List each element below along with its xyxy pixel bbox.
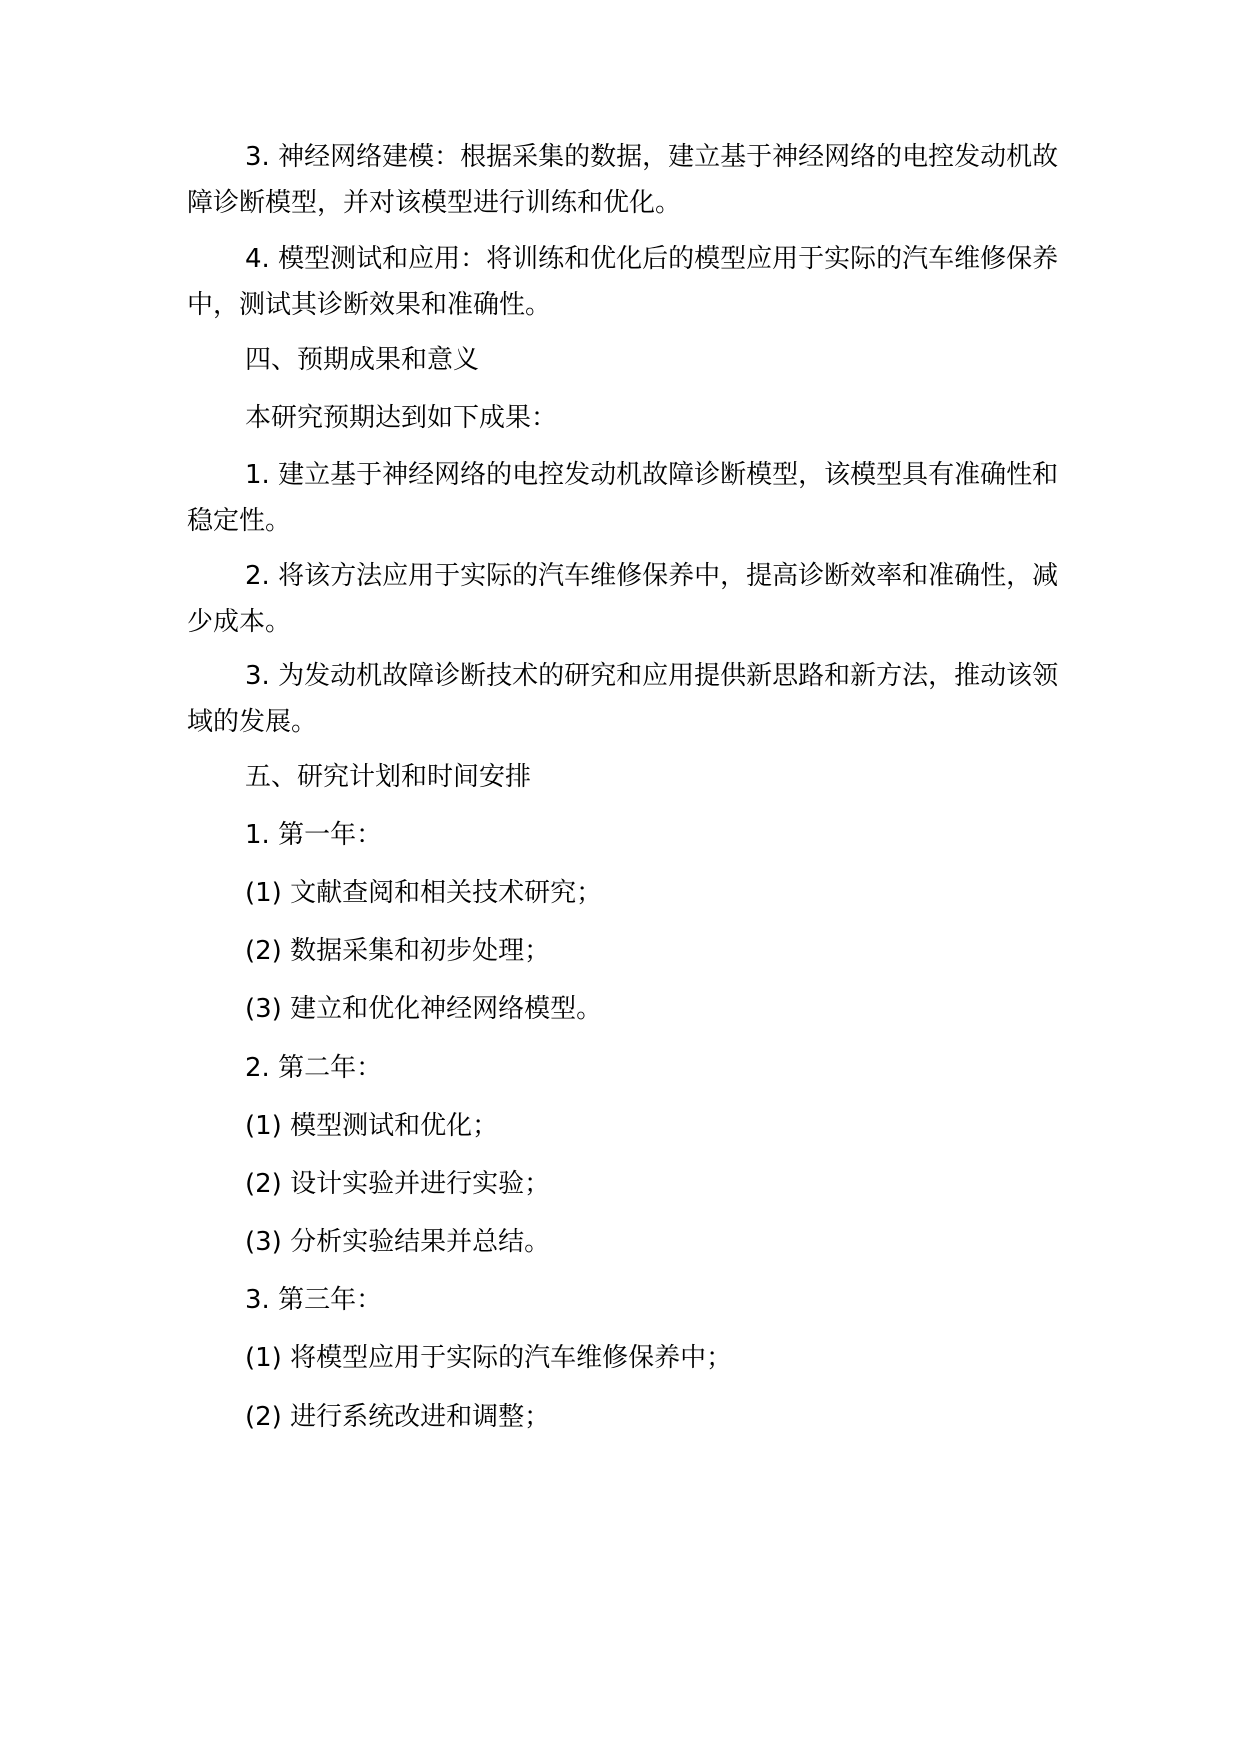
list-item-year-3-task-1: (1) 将模型应用于实际的汽车维修保养中；: [245, 1343, 733, 1373]
list-item-year-2-task-3: (3) 分析实验结果并总结。: [245, 1227, 551, 1257]
section-heading-research-plan: 五、研究计划和时间安排: [245, 762, 532, 792]
paragraph-results-intro: 本研究预期达到如下成果：: [245, 403, 558, 433]
paragraph-result-2: 2. 将该方法应用于实际的汽车维修保养中，提高诊断效率和准确性，减少成本。: [187, 561, 1059, 637]
list-item-year-3-task-2: (2) 进行系统改进和调整；: [245, 1402, 551, 1432]
list-item-year-1-task-2: (2) 数据采集和初步处理；: [245, 936, 551, 966]
list-item-year-1: 1. 第一年：: [245, 820, 383, 850]
list-item-year-1-task-1: (1) 文献查阅和相关技术研究；: [245, 878, 603, 908]
paragraph-neural-network-modeling: 3. 神经网络建模：根据采集的数据，建立基于神经网络的电控发动机故障诊断模型，并对该模型进行训练和优化。: [187, 142, 1059, 218]
list-item-year-1-task-3: (3) 建立和优化神经网络模型。: [245, 994, 603, 1024]
section-heading-expected-results: 四、预期成果和意义: [245, 345, 480, 375]
list-item-year-2-task-1: (1) 模型测试和优化；: [245, 1111, 499, 1141]
list-item-year-3: 3. 第三年：: [245, 1285, 383, 1315]
paragraph-model-testing: 4. 模型测试和应用：将训练和优化后的模型应用于实际的汽车维修保养中，测试其诊断效果和准确性。: [187, 244, 1059, 320]
paragraph-result-3: 3. 为发动机故障诊断技术的研究和应用提供新思路和新方法，推动该领域的发展。: [187, 661, 1059, 737]
list-item-year-2-task-2: (2) 设计实验并进行实验；: [245, 1169, 551, 1199]
list-item-year-2: 2. 第二年：: [245, 1053, 383, 1083]
paragraph-result-1: 1. 建立基于神经网络的电控发动机故障诊断模型，该模型具有准确性和稳定性。: [187, 460, 1059, 536]
